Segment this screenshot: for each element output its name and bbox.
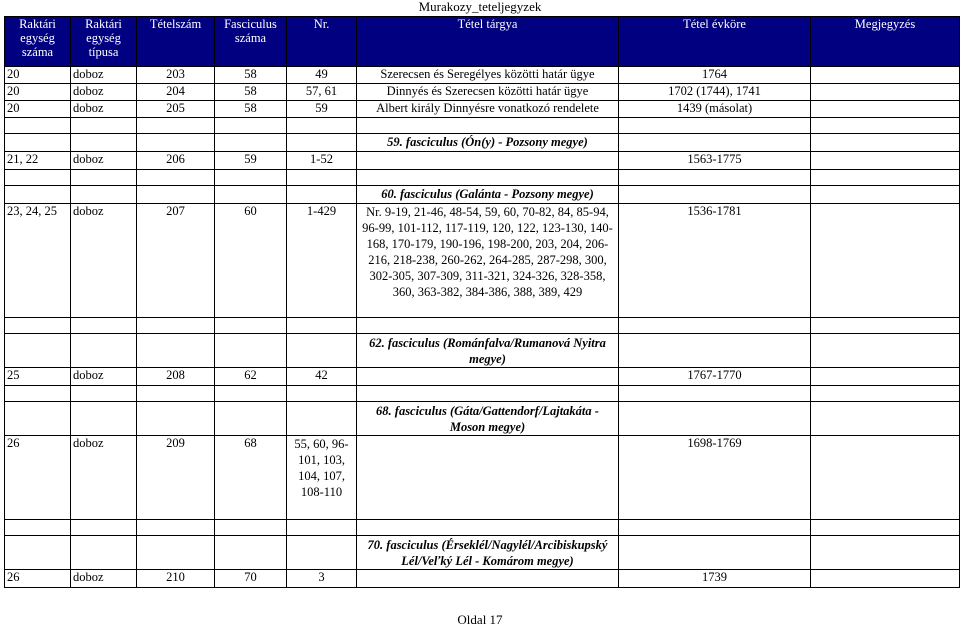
header-megjegyzes: Megjegyzés: [811, 17, 960, 67]
table-row: [5, 152, 960, 170]
cell-subject: [357, 152, 619, 170]
cell-fasc: 70: [215, 570, 287, 588]
page-footer: Oldal 17: [457, 612, 503, 627]
cell-note: [811, 152, 960, 170]
cell-note: [811, 436, 960, 520]
cell-nr: 55, 60, 96-101, 103, 104, 107, 108-110: [287, 436, 357, 520]
spacer-row: [5, 386, 960, 402]
fasciculus-heading: 62. fasciculus (Románfalva/Rumanová Nyitra megye): [357, 334, 619, 368]
cell-unit: 20: [5, 101, 71, 118]
cell-unit: 20: [5, 67, 71, 84]
cell-nr: 42: [287, 368, 357, 386]
fasciculus-heading-row: [5, 334, 960, 368]
table-row: [5, 84, 960, 101]
cell-fasc: 58: [215, 101, 287, 118]
cell-unit: 20: [5, 84, 71, 101]
cell-item: 203: [137, 67, 215, 84]
cell-type: doboz: [71, 101, 137, 118]
cell-years: 1536-1781: [619, 204, 811, 318]
cell-nr: 1-429: [287, 204, 357, 318]
cell-type: doboz: [71, 84, 137, 101]
cell-note: [811, 101, 960, 118]
table-row: [5, 368, 960, 386]
cell-years: 1439 (másolat): [619, 101, 811, 118]
fasciculus-heading-row: [5, 186, 960, 204]
cell-subject: Nr. 9-19, 21-46, 48-54, 59, 60, 70-82, 84, 85-94, 96-99, 101-112, 117-119, 120, 122, 123-130, 140-168, 170-179, 190-196, 198-200, 203, 204, 206-216, 218-238, 260-262, 264-285, 287-298, 300, 302-305, 307-309, 311-321, 324-326, 328-358, 360, 363-382, 384-386, 388, 389, 429: [357, 204, 619, 318]
cell-years: 1702 (1744), 1741: [619, 84, 811, 101]
header-tetelszam: Tételszám: [137, 17, 215, 67]
table-header: [5, 17, 960, 67]
cell-item: 209: [137, 436, 215, 520]
cell-nr: 1-52: [287, 152, 357, 170]
header-raktari-egyseg-tipusa: Raktári egység típusa: [71, 17, 137, 67]
spacer-row: [5, 170, 960, 186]
cell-note: [811, 570, 960, 588]
cell-subject: Szerecsen és Seregélyes közötti határ ügye: [357, 67, 619, 84]
cell-item: 208: [137, 368, 215, 386]
cell-item: 207: [137, 204, 215, 318]
cell-unit: 26: [5, 570, 71, 588]
cell-years: 1698-1769: [619, 436, 811, 520]
cell-subject: Albert király Dinnyésre vonatkozó rendelete: [357, 101, 619, 118]
cell-fasc: 58: [215, 67, 287, 84]
cell-years: 1739: [619, 570, 811, 588]
cell-type: doboz: [71, 368, 137, 386]
cell-type: doboz: [71, 152, 137, 170]
cell-item: 204: [137, 84, 215, 101]
cell-fasc: 68: [215, 436, 287, 520]
fasciculus-heading: 60. fasciculus (Galánta - Pozsony megye): [357, 186, 619, 204]
cell-item: 205: [137, 101, 215, 118]
cell-nr: 49: [287, 67, 357, 84]
fasciculus-heading: 59. fasciculus (Ón(y) - Pozsony megye): [357, 134, 619, 152]
table-row: [5, 436, 960, 520]
cell-fasc: 62: [215, 368, 287, 386]
fasciculus-heading: 68. fasciculus (Gáta/Gattendorf/Lajtakáta - Moson megye): [357, 402, 619, 436]
cell-note: [811, 368, 960, 386]
cell-subject: Dinnyés és Szerecsen közötti határ ügye: [357, 84, 619, 101]
cell-item: 210: [137, 570, 215, 588]
table-row: [5, 67, 960, 84]
fasciculus-heading-row: [5, 402, 960, 436]
cell-unit: 21, 22: [5, 152, 71, 170]
document-title: Murakozy_teteljegyzek: [418, 0, 542, 14]
cell-note: [811, 204, 960, 318]
cell-subject: [357, 368, 619, 386]
spacer-row: [5, 118, 960, 134]
fasciculus-heading: 70. fasciculus (Érseklél/Nagylél/Arcibiskupský Lél/Veľký Lél - Komárom megye): [357, 536, 619, 570]
cell-type: doboz: [71, 570, 137, 588]
table-row: [5, 570, 960, 588]
cell-item: 206: [137, 152, 215, 170]
spacer-row: [5, 318, 960, 334]
cell-nr: 59: [287, 101, 357, 118]
cell-unit: 25: [5, 368, 71, 386]
header-raktari-egyseg-szama: Raktári egység száma: [5, 17, 71, 67]
cell-subject: [357, 436, 619, 520]
cell-nr: 3: [287, 570, 357, 588]
cell-unit: 23, 24, 25: [5, 204, 71, 318]
items-table: [4, 16, 960, 588]
fasciculus-heading-row: [5, 134, 960, 152]
cell-note: [811, 67, 960, 84]
table-row: [5, 101, 960, 118]
cell-years: 1764: [619, 67, 811, 84]
fasciculus-heading-row: [5, 536, 960, 570]
spacer-row: [5, 520, 960, 536]
header-tetel-targya: Tétel tárgya: [357, 17, 619, 67]
cell-fasc: 58: [215, 84, 287, 101]
cell-fasc: 59: [215, 152, 287, 170]
cell-years: 1563-1775: [619, 152, 811, 170]
cell-type: doboz: [71, 204, 137, 318]
cell-nr: 57, 61: [287, 84, 357, 101]
cell-years: 1767-1770: [619, 368, 811, 386]
cell-unit: 26: [5, 436, 71, 520]
cell-fasc: 60: [215, 204, 287, 318]
header-tetel-evkore: Tétel évköre: [619, 17, 811, 67]
cell-note: [811, 84, 960, 101]
cell-type: doboz: [71, 67, 137, 84]
header-nr: Nr.: [287, 17, 357, 67]
cell-subject: [357, 570, 619, 588]
header-fasciculus-szama: Fasciculus száma: [215, 17, 287, 67]
cell-type: doboz: [71, 436, 137, 520]
table-row: [5, 204, 960, 318]
